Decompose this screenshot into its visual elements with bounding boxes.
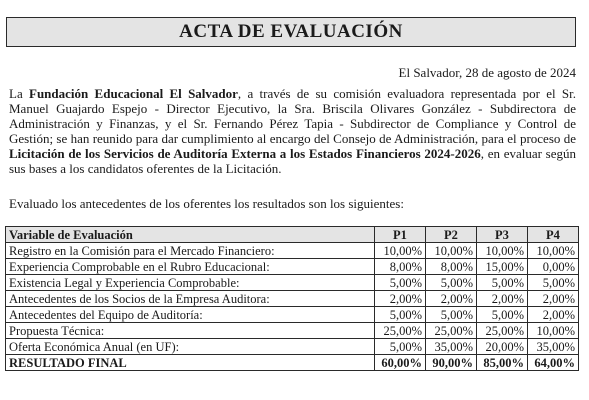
results-intro: Evaluado los antecedentes de los oferentes los resultados son los siguientes:	[9, 196, 404, 211]
evaluation-table	[5, 226, 579, 371]
total-p2: 90,00%	[426, 355, 477, 371]
cell-p1: 5,00%	[375, 275, 426, 291]
cell-p3: 20,00%	[477, 339, 528, 355]
cell-p1: 10,00%	[375, 243, 426, 259]
cell-p2: 2,00%	[426, 291, 477, 307]
total-label: RESULTADO FINAL	[6, 355, 375, 371]
header-p4: P4	[528, 227, 579, 243]
cell-p2: 10,00%	[426, 243, 477, 259]
body-paragraph	[9, 86, 576, 176]
row-label: Oferta Económica Anual (en UF):	[6, 339, 375, 355]
cell-p2: 35,00%	[426, 339, 477, 355]
table-row	[6, 275, 579, 291]
total-p1: 60,00%	[375, 355, 426, 371]
table-row	[6, 339, 579, 355]
process-name: Licitación de los Servicios de Auditoría Externa a los Estados Financieros 2024-2026	[9, 146, 481, 161]
document-title-box	[6, 17, 576, 47]
header-p3: P3	[477, 227, 528, 243]
header-variable: Variable de Evaluación	[6, 227, 375, 243]
table-row	[6, 243, 579, 259]
organization-name: Fundación Educacional El Salvador	[29, 86, 238, 101]
paragraph-text-1: La	[9, 86, 30, 101]
table-row	[6, 291, 579, 307]
cell-p4: 10,00%	[528, 323, 579, 339]
cell-p2: 5,00%	[426, 275, 477, 291]
cell-p1: 8,00%	[375, 259, 426, 275]
total-p4: 64,00%	[528, 355, 579, 371]
table-row	[6, 323, 579, 339]
table-row	[6, 259, 579, 275]
paragraph-text-2: , a través de su comisión evaluadora representada por el Sr. Manuel Guajardo Espejo - Director Ejecutivo, la Sra. Briscila Olivares González - Subdirectora de Administración y Finanzas, y el Sr. Fernando Pérez Tapia - Subdirector de Compliance y Control de Gestión; se han reunido para dar cumplimiento al encargo del Consejo de Administración, para el proceso de	[9, 86, 576, 146]
header-p2: P2	[426, 227, 477, 243]
cell-p1: 2,00%	[375, 291, 426, 307]
cell-p1: 5,00%	[375, 339, 426, 355]
cell-p3: 5,00%	[477, 307, 528, 323]
table-row	[6, 307, 579, 323]
cell-p4: 0,00%	[528, 259, 579, 275]
row-label: Antecedentes de los Socios de la Empresa Auditora:	[6, 291, 375, 307]
cell-p3: 2,00%	[477, 291, 528, 307]
cell-p2: 8,00%	[426, 259, 477, 275]
table-header-row	[6, 227, 579, 243]
cell-p1: 25,00%	[375, 323, 426, 339]
cell-p3: 5,00%	[477, 275, 528, 291]
cell-p3: 25,00%	[477, 323, 528, 339]
document-date: El Salvador, 28 de agosto de 2024	[398, 65, 576, 80]
document-title: ACTA DE EVALUACIÓN	[179, 21, 403, 42]
total-row	[6, 355, 579, 371]
row-label: Existencia Legal y Experiencia Comprobable:	[6, 275, 375, 291]
cell-p1: 5,00%	[375, 307, 426, 323]
cell-p4: 2,00%	[528, 307, 579, 323]
cell-p3: 15,00%	[477, 259, 528, 275]
paragraph-text-3: , en evaluar según sus bases a los candidatos oferentes de la Licitación.	[9, 146, 576, 176]
cell-p4: 10,00%	[528, 243, 579, 259]
row-label: Registro en la Comisión para el Mercado Financiero:	[6, 243, 375, 259]
cell-p4: 2,00%	[528, 291, 579, 307]
row-label: Experiencia Comprobable en el Rubro Educacional:	[6, 259, 375, 275]
row-label: Propuesta Técnica:	[6, 323, 375, 339]
cell-p2: 5,00%	[426, 307, 477, 323]
cell-p2: 25,00%	[426, 323, 477, 339]
cell-p3: 10,00%	[477, 243, 528, 259]
row-label: Antecedentes del Equipo de Auditoría:	[6, 307, 375, 323]
header-p1: P1	[375, 227, 426, 243]
cell-p4: 5,00%	[528, 275, 579, 291]
total-p3: 85,00%	[477, 355, 528, 371]
cell-p4: 35,00%	[528, 339, 579, 355]
